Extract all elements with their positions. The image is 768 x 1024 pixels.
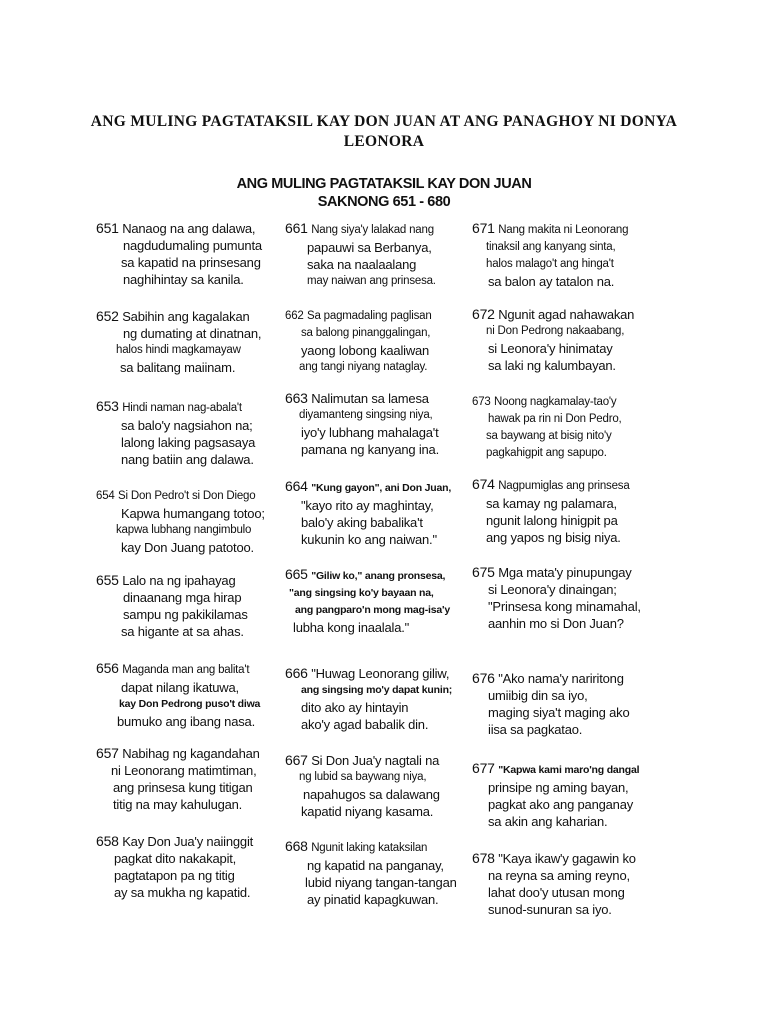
- verse-line: ngunit lalong hinigpit pa: [486, 513, 618, 528]
- verse-line: ako'y agad babalik din.: [301, 717, 429, 732]
- verse-line: sa balitang maiinam.: [120, 360, 236, 375]
- verse-line: halos malago't ang hinga't: [486, 258, 614, 270]
- verse-line: Nabihag ng kagandahan: [122, 746, 260, 761]
- stanza-675: [472, 564, 641, 632]
- document-title: ANG MULING PAGTATAKSIL KAY DON JUAN AT ANG PANAGHOY NI DONYA LEONORA: [90, 113, 678, 150]
- stanza-number: 667: [285, 752, 308, 768]
- verse-line: sampu ng pakikilamas: [123, 607, 248, 622]
- verse-line: dinaanang mga hirap: [123, 590, 242, 605]
- stanza-676: [472, 670, 629, 738]
- verse-line: lahat doo'y utusan mong: [488, 885, 625, 900]
- section-heading: [200, 175, 568, 211]
- stanza-number: 661: [285, 220, 308, 236]
- verse-line: titig na may kahulugan.: [113, 797, 243, 812]
- verse-line: prinsipe ng aming bayan,: [488, 780, 629, 795]
- verse-line: papauwi sa Berbanya,: [307, 240, 432, 255]
- verse-line: "kayo rito ay maghintay,: [301, 498, 434, 513]
- verse-line: "ang singsing ko'y bayaan na,: [289, 587, 434, 599]
- verse-line: hawak pa rin ni Don Pedro,: [488, 413, 622, 425]
- verse-line: saka na naalaalang: [307, 257, 417, 272]
- stanza-663: [285, 390, 439, 458]
- stanza-667: [285, 752, 440, 820]
- stanza-657: [96, 745, 260, 813]
- verse-line: pamana ng kanyang ina.: [301, 442, 439, 457]
- verse-line: sa balon ay tatalon na.: [488, 274, 615, 289]
- stanza-number: 652: [96, 308, 119, 324]
- verse-line: Sabihin ang kagalakan: [122, 309, 250, 324]
- verse-line: Maganda man ang balita't: [122, 664, 250, 676]
- verse-line: pagkat dito nakakapit,: [114, 851, 237, 866]
- stanza-number: 663: [285, 390, 308, 406]
- verse-line: ang yapos ng bisig niya.: [486, 530, 621, 545]
- stanza-number: 657: [96, 745, 119, 761]
- verse-line: dito ako ay hintayin: [301, 700, 409, 715]
- verse-line: tinaksil ang kanyang sinta,: [486, 241, 616, 253]
- verse-line: sa baywang at bisig nito'y: [486, 430, 612, 442]
- stanza-656: [96, 660, 260, 730]
- verse-line: "Huwag Leonorang giliw,: [311, 666, 450, 681]
- verse-line: halos hindi magkamayaw: [116, 344, 241, 356]
- verse-line: Nang siya'y lalakad nang: [311, 224, 434, 236]
- stanza-658: [96, 833, 253, 901]
- section-title: ANG MULING PAGTATAKSIL KAY DON JUAN: [236, 176, 532, 192]
- verse-line: naghihintay sa kanila.: [123, 272, 244, 287]
- verse-line: Kay Don Jua'y naiinggit: [122, 834, 254, 849]
- verse-line: ang pangparo'n mong mag-isa'y: [295, 604, 450, 616]
- verse-line: ng lubid sa baywang niya,: [299, 771, 427, 783]
- verse-line: iyo'y lubhang mahalaga't: [301, 425, 439, 440]
- stanza-655: [96, 572, 248, 640]
- stanza-number: 665: [285, 566, 308, 582]
- verse-line: "Kapwa kami maro'ng dangal: [498, 764, 640, 776]
- stanza-661: [285, 220, 436, 290]
- verse-line: "Giliw ko," anang pronsesa,: [311, 570, 446, 582]
- verse-line: sa balo'y nagsiahon na;: [121, 418, 253, 433]
- verse-line: Lalo na ng ipahayag: [122, 573, 236, 588]
- stanza-number: 656: [96, 660, 119, 676]
- verse-line: lubha kong inaalala.": [293, 620, 410, 635]
- verse-line: Ngunit agad nahawakan: [498, 307, 635, 322]
- verse-line: kay Don Juang patotoo.: [121, 540, 254, 555]
- stanza-number: 653: [96, 398, 119, 414]
- verse-line: sa higante at sa ahas.: [121, 624, 244, 639]
- stanza-678: [472, 850, 636, 918]
- verse-line: "Ako nama'y nariritong: [498, 671, 624, 686]
- stanza-number: 662: [285, 310, 304, 322]
- stanza-665: [285, 566, 450, 636]
- stanza-652: [96, 308, 261, 376]
- verse-line: maging siya't maging ako: [488, 705, 630, 720]
- stanza-number: 674: [472, 476, 495, 492]
- stanza-number: 654: [96, 490, 115, 502]
- verse-line: sunod-sunuran sa iyo.: [488, 902, 612, 917]
- verse-line: Kapwa humangang totoo;: [121, 506, 265, 521]
- verse-line: "Prinsesa kong minamahal,: [488, 599, 641, 614]
- verse-line: aanhin mo si Don Juan?: [488, 616, 624, 631]
- verse-line: "Kaya ikaw'y gagawin ko: [498, 851, 636, 866]
- verse-line: kay Don Pedrong puso't diwa: [119, 698, 261, 710]
- verse-line: Noong nagkamalay-tao'y: [494, 396, 617, 408]
- verse-line: lubid niyang tangan-tangan: [305, 875, 457, 890]
- verse-line: napahugos sa dalawang: [303, 787, 440, 802]
- verse-line: ang prinsesa kung titigan: [113, 780, 253, 795]
- verse-line: Nalimutan sa lamesa: [311, 391, 429, 406]
- verse-line: Mga mata'y pinupungay: [498, 565, 632, 580]
- verse-line: Nang makita ni Leonorang: [498, 224, 629, 236]
- verse-line: balo'y aking babalika't: [301, 515, 423, 530]
- stanza-number: 675: [472, 564, 495, 580]
- verse-line: dapat nilang ikatuwa,: [121, 680, 239, 695]
- stanza-672: [472, 306, 634, 374]
- verse-line: Si Don Pedro't si Don Diego: [118, 490, 256, 502]
- verse-line: sa akin ang kaharian.: [488, 814, 608, 829]
- verse-line: iisa sa pagkatao.: [488, 722, 583, 737]
- stanza-673: [472, 392, 622, 462]
- verse-line: si Leonora'y hinimatay: [488, 341, 613, 356]
- verse-line: Nagpumiglas ang prinsesa: [498, 480, 630, 492]
- stanza-number: 678: [472, 850, 495, 866]
- verse-line: Ngunit laking kataksilan: [311, 842, 428, 854]
- verse-line: lalong laking pagsasaya: [121, 435, 256, 450]
- verse-line: Hindi naman nag-abala't: [122, 402, 242, 414]
- stanza-651: [96, 220, 262, 288]
- verse-line: pagtatapon pa ng titig: [114, 868, 235, 883]
- verse-line: ng kapatid na panganay,: [307, 858, 444, 873]
- verse-line: diyamanteng singsing niya,: [299, 409, 433, 421]
- verse-line: bumuko ang ibang nasa.: [117, 714, 255, 729]
- stanza-677: [472, 760, 639, 830]
- stanza-number: 672: [472, 306, 495, 322]
- stanza-number: 655: [96, 572, 119, 588]
- verse-line: kapatid niyang kasama.: [301, 804, 434, 819]
- verse-line: kukunin ko ang naiwan.": [301, 532, 437, 547]
- stanza-666: [285, 665, 452, 733]
- verse-line: nang batiin ang dalawa.: [121, 452, 254, 467]
- verse-line: ang singsing mo'y dapat kunin;: [301, 684, 453, 696]
- verse-line: sa kamay ng palamara,: [486, 496, 617, 511]
- verse-line: Nanaog na ang dalawa,: [122, 221, 256, 236]
- verse-line: na reyna sa aming reyno,: [488, 868, 630, 883]
- stanza-number: 651: [96, 220, 119, 236]
- stanza-654: [96, 486, 265, 556]
- verse-line: ni Don Pedrong nakaabang,: [486, 325, 625, 337]
- verse-line: pagkahigpit ang sapupo.: [486, 447, 607, 459]
- verse-line: Si Don Jua'y nagtali na: [311, 753, 440, 768]
- stanza-664: [285, 478, 451, 548]
- stanza-number: 673: [472, 396, 491, 408]
- verse-line: ay pinatid kapagkuwan.: [307, 892, 439, 907]
- stanza-number: 671: [472, 220, 495, 236]
- stanza-number: 664: [285, 478, 308, 494]
- verse-line: ay sa mukha ng kapatid.: [114, 885, 251, 900]
- verse-line: si Leonora'y dinaingan;: [488, 582, 617, 597]
- stanza-number: 676: [472, 670, 495, 686]
- stanza-674: [472, 476, 630, 546]
- verse-line: "Kung gayon", ani Don Juan,: [311, 482, 452, 494]
- verse-line: kapwa lubhang nangimbulo: [116, 524, 252, 536]
- verse-line: sa laki ng kalumbayan.: [488, 358, 616, 373]
- verse-line: ang tangi niyang nataglay.: [299, 361, 428, 373]
- verse-line: may naiwan ang prinsesa.: [307, 275, 436, 287]
- verse-line: umiibig din sa iyo,: [488, 688, 588, 703]
- verse-line: sa balong pinanggalingan,: [301, 327, 431, 339]
- stanza-number: 677: [472, 760, 495, 776]
- verse-line: yaong lobong kaaliwan: [301, 343, 430, 358]
- stanza-662: [285, 306, 432, 376]
- verse-line: Sa pagmadaling paglisan: [307, 310, 432, 322]
- stanza-671: [472, 220, 628, 290]
- verse-line: sa kapatid na prinsesang: [121, 255, 261, 270]
- stanza-653: [96, 398, 255, 468]
- stanza-number: 668: [285, 838, 308, 854]
- verse-line: ng dumating at dinatnan,: [123, 326, 262, 341]
- stanza-668: [285, 838, 457, 908]
- stanza-number: 658: [96, 833, 119, 849]
- verse-line: pagkat ako ang panganay: [488, 797, 634, 812]
- verse-line: ni Leonorang matimtiman,: [111, 763, 257, 778]
- verse-line: nagdudumaling pumunta: [123, 238, 262, 253]
- stanza-number: 666: [285, 665, 308, 681]
- stanza-range: SAKNONG 651 - 680: [317, 194, 451, 210]
